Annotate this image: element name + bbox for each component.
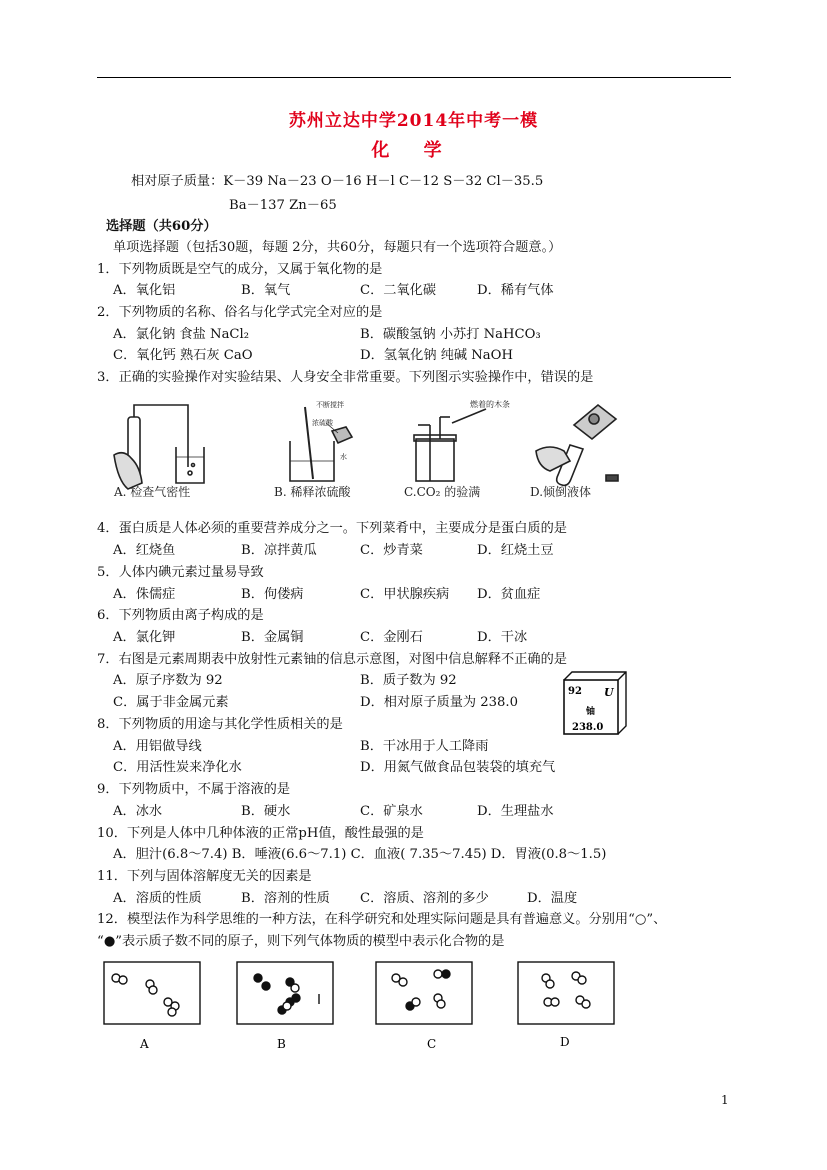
page-number: 1 [721,1093,729,1107]
option: B．碳酸氢钠 小苏打 NaHCO₃ [360,327,541,342]
section-title: 选择题（共60分） [106,219,217,234]
option: B．溶剂的性质 [241,891,330,906]
figure-d-pour-liquid [536,405,618,485]
figure-d-caption: D.倾倒液体 [530,485,592,499]
figure-c-co2-check [414,409,486,481]
option: A．溶质的性质 [113,891,202,906]
question-stem: 10．下列是人体中几种体液的正常pH值，酸性最强的是 [97,826,424,841]
figure-a-caption: A. 检查气密性 [114,485,191,499]
element-number: 92 [568,686,582,697]
question-stem: 3．正确的实验操作对实验结果、人身安全非常重要。下列图示实验操作中，错误的是 [97,370,594,385]
option: B．干冰用于人工降雨 [360,739,489,754]
question-stem: 1．下列物质既是空气的成分，又属于氧化物的是 [97,262,383,277]
option: A．原子序数为 92 [113,673,223,688]
option: B．凉拌黄瓜 [241,543,317,558]
option: D．生理盐水 [477,804,554,819]
option: C．炒青菜 [360,543,423,558]
figure-a-airtightness [114,405,204,489]
figure-b-caption: B. 稀释浓硫酸 [274,485,351,499]
question-stem: 2．下列物质的名称、俗名与化学式完全对应的是 [97,305,383,320]
element-mass: 238.0 [572,722,604,733]
question-stem: 8．下列物质的用途与其化学性质相关的是 [97,717,343,732]
option: D．相对原子质量为 238.0 [360,695,519,710]
question-stem: 7．右图是元素周期表中放射性元素铀的信息示意图，对图中信息解释不正确的是 [97,652,567,667]
atomic-masses-line2: Ba－137 Zn－65 [229,198,337,213]
question-stem: 12．模型法作为科学思维的一种方法，在科学研究和处理实际问题是具有普遍意义。分别用“○”、 [97,912,667,927]
option: C．二氧化碳 [360,283,437,298]
exam-title: 苏州立达中学2014年中考一模 [288,111,539,131]
question-stem: 9．下列物质中，不属于溶液的是 [97,782,291,797]
option: D．用氮气做食品包装袋的填充气 [360,760,556,775]
option: B．佝偻病 [241,587,304,602]
question-stem-continued: “●”表示质子数不同的原子，则下列气体物质的模型中表示化合物的是 [97,934,505,949]
option: A．氯化钠 食盐 NaCl₂ [113,327,250,342]
label-stick: 燃着的木条 [470,400,510,409]
figure-c-caption: C.CO₂ 的验满 [404,485,481,499]
header-rule [97,77,731,78]
model-label-a: A [140,1037,149,1051]
option: C．溶质、溶剂的多少 [360,891,489,906]
model-box-d [518,962,614,1024]
question-stem: 11．下列与固体溶解度无关的因素是 [97,869,312,884]
option: D．氢氧化钠 纯碱 NaOH [360,348,513,363]
label-stir: 不断搅拌 [316,401,344,409]
option: A．侏儒症 [113,587,176,602]
option: B．硬水 [241,804,291,819]
option: C．甲状腺疾病 [360,587,450,602]
option: C．金刚石 [360,630,423,645]
option: C．矿泉水 [360,804,423,819]
question-stem: 5．人体内碘元素过量易导致 [97,565,264,580]
model-label-b: B [277,1037,286,1051]
model-box-c [376,962,472,1024]
option: D．稀有气体 [477,283,554,298]
model-label-c: C [427,1037,437,1051]
element-symbol: U [604,686,614,699]
question-stem: 4．蛋白质是人体必须的重要营养成分之一。下列菜肴中，主要成分是蛋白质的是 [97,521,567,536]
option: B．金属铜 [241,630,304,645]
option: D．温度 [527,891,578,906]
option: A．氯化钾 [113,630,176,645]
label-acid: 浓硫酸 [312,419,333,427]
q3-experiment-figures [100,395,660,507]
option: D．贫血症 [477,587,541,602]
label-water: 水 [340,453,347,461]
option: D．红烧土豆 [477,543,554,558]
option: B．质子数为 92 [360,673,457,688]
option: A．氧化铝 [113,283,176,298]
option: D．干冰 [477,630,528,645]
option: C．用活性炭来净化水 [113,760,242,775]
option: A．用铝做导线 [113,739,202,754]
model-box-b [237,962,333,1024]
subject-title: 化 学 [371,140,456,161]
option: C．氧化钙 熟石灰 CaO [113,348,253,363]
q12-molecule-models [100,958,630,1053]
option: A．胆汁(6.8～7.4) B．唾液(6.6～7.1) C．血液( 7.35～7.45) D．胃液(0.8～1.5) [113,847,607,862]
option: C．属于非金属元素 [113,695,229,710]
option: B．氧气 [241,283,291,298]
option: A．红烧鱼 [113,543,176,558]
atomic-masses-line1: 相对原子质量：K－39 Na－23 O－16 H－l C－12 S－32 Cl－35.5 [131,174,544,189]
element-name: 铀 [586,707,596,717]
uranium-element-card [560,670,630,738]
question-stem: 6．下列物质由离子构成的是 [97,608,264,623]
option: A．冰水 [113,804,163,819]
model-label-d: D [560,1035,570,1049]
section-instruction: 单项选择题（包括30题，每题 2分，共60分，每题只有一个选项符合题意。） [113,240,562,255]
